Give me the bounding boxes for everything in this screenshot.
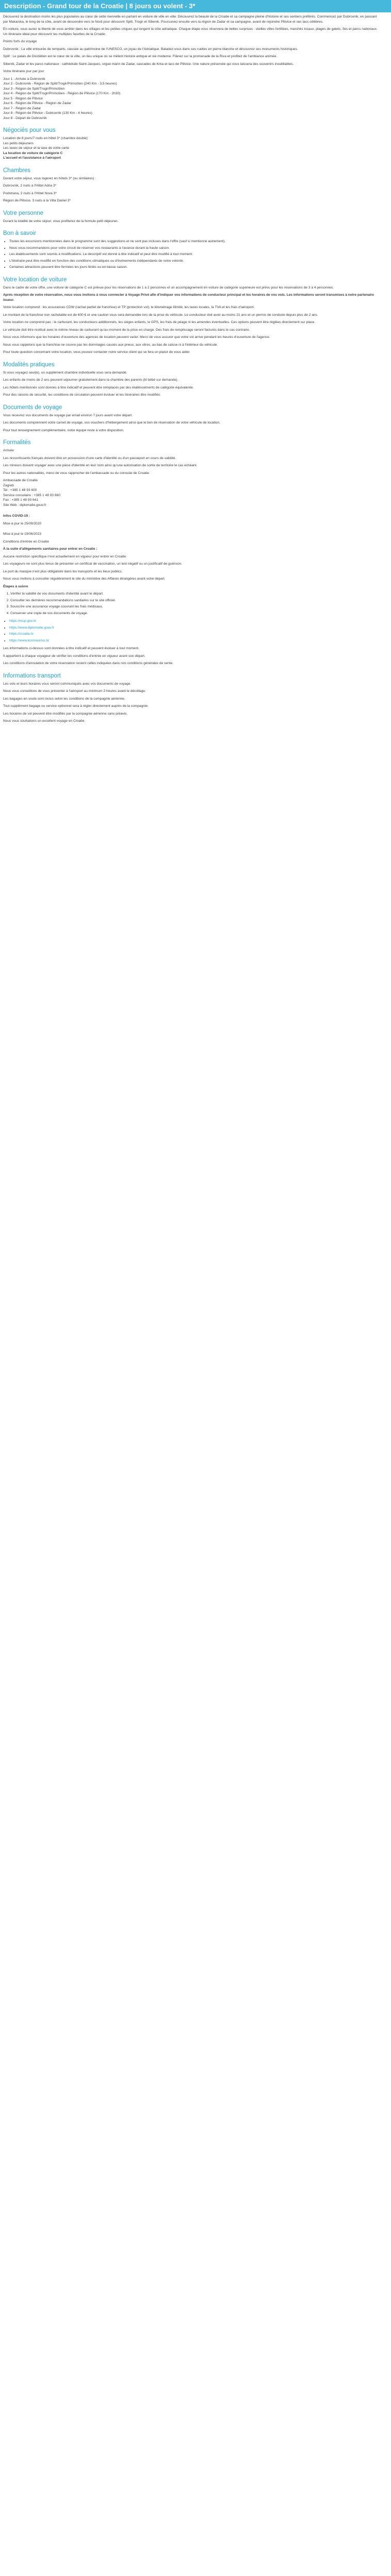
transport-paragraph: Les bagages en soute sont inclus selon les conditions de la compagnie aérienne. [3,697,125,701]
car-paragraph: Votre location comprend : les assurances CDW (rachat partiel de franchise) et TP (protection vol), le kilométrage illimité, les taxes locales, la TVA et les frais d'aéroport. [3,306,255,309]
contact-line: Ambassade de Croatie [3,479,38,482]
car-rental-heading: Votre location de voiture [3,276,67,283]
formalities-section [3,439,382,507]
modalities-heading: Modalités pratiques [3,361,55,368]
covid-conditions-heading: Conditions d'entrée en Croatie [3,539,49,544]
page-title: Description - Grand tour de la Croatie | 8 jours ou volent - 3* [4,2,196,10]
documents-paragraph: Les documents comprennent votre carnet de voyage, vos vouchers d'hébergement ainsi que le bon de réservation de votre véhicule de location. [3,421,220,425]
transport-paragraph: Les horaires de vol peuvent être modifiés par la compagnie aérienne sans préavis. [3,711,128,716]
itinerary-day: Jour 3 - Région de Split/Trogir/Primošten [3,87,65,91]
covid-link-item [9,632,382,637]
included-heading: Négociés pour vous [3,127,56,133]
room-line: Région de Plitvice, 3 nuits à la Villa Daniel 3* [3,199,71,202]
modalities-paragraph: Si vous voyagez seul(e), un supplément chambre individuelle vous sera demandé. [3,370,127,375]
itinerary-day: Jour 6 - Région de Plitvice - Région de Zadar [3,101,71,105]
covid-closing: Il appartient à chaque voyageur de vérifier les conditions d'entrée en vigueur avant son départ. [3,654,145,658]
itinerary-day: Jour 8 - Région de Plitvice - Dubrovnik (130 Km - 4 heures) [3,111,92,115]
covid-date: Mise à jour le 25/09/2020 [3,521,42,526]
car-rental-section [3,276,382,355]
route-paragraph: Split : Le palais de Dioclétien est le cœur de la ville, un lieu unique où se mêlent histoire antique et vie moderne. Flânez sur la promenade de la Riva et profitez de l'ambiance animée. [3,55,278,58]
car-paragraph: Le montant de la franchise non rachetable est de 600 € et une caution vous sera demandée lors de la prise du véhicule. Le conducteur doit avoir au moins 21 ans et un permis de conduire depuis plus de 2 ans. [3,313,318,317]
transport-paragraph: Nous vous souhaitons un excellent voyage en Croatie. [3,719,86,723]
rooms-intro: Durant votre séjour, vous logerez en hôtels 3* (ou similaires) : [3,176,96,180]
good-to-know-heading: Bon à savoir [3,230,36,236]
contact-line: Site Web : diplomatie.gouv.fr [3,503,46,507]
covid-heading: Infos COVID-19 : [3,514,30,518]
covid-link-item [9,625,382,631]
itinerary-day: Jour 5 - Région de Plitvice [3,96,43,100]
person-heading: Votre personne [3,210,44,216]
rooms-heading: Chambres [3,167,31,174]
documents-section [3,404,382,433]
covid-note: À la suite d'allègements sanitaires pour entrer en Croatie : [3,547,97,551]
car-paragraph: Votre location ne comprend pas : le carburant, les conducteurs additionnels, les sièges enfants, le GPS, les frais de péage ni les amendes éventuelles. Ces options peuvent être réglées directement sur place. [3,320,316,324]
covid-paragraph: Nous vous invitons à consulter régulièrement le site du ministère des Affaires étrangères avant votre départ. [3,577,166,581]
covid-paragraph: Les voyageurs ne sont plus tenus de présenter un certificat de vaccination, un test négatif ou un justificatif de guérison. [3,562,183,566]
good-to-know-item: • Les établissements sont soumis à modifications. Le descriptif est donné à titre indicatif et peut être modifié à tout moment. [9,252,382,257]
formalities-paragraph: Les ressortissants français doivent être en possession d'une carte d'identité ou d'un passeport en cours de validité. [3,456,176,460]
covid-step: 3. Souscrire une assurance voyage couvrant les frais médicaux. [10,604,382,609]
route-paragraph: Sibenik, Zadar et les parcs nationaux : cathédrale Saint-Jacques, orgue marin de Zadar, cascades de Krka et lacs de Plitvice. Une nature préservée qui vous laissera des souvenirs inoubliables. [3,62,294,66]
room-line: Podstrana, 2 nuits à l'Hôtel Nova 3* [3,191,57,195]
formalities-subheading: Arrivée [3,449,14,452]
covid-step: 1. Vérifier la validité de vos documents d'identité avant le départ. [10,591,382,597]
itinerary-heading: Votre itinéraire jour par jour [3,70,44,73]
page-banner [0,0,391,12]
contact-line: Zagreb [3,483,14,487]
formalities-heading: Formalités [3,439,31,446]
included-item: Les taxes de séjour et la taxe de votre carte [3,146,69,150]
covid-steps-list [3,591,382,616]
included-item: La location de voiture de catégorie C [3,151,63,155]
documents-paragraph: Pour tout renseignement complémentaire, notre équipe reste à votre disposition. [3,428,124,432]
itinerary-day: Jour 4 - Région de Split/Trogir/Primošten - Région de Plitvice (170 Km - 2h30) [3,92,121,95]
covid-links-list [3,619,382,643]
car-paragraph: Nous vous informons que les horaires d'ouverture des agences de location peuvent varier. Merci de vous assurer que votre vol arrive pendant les heures d'ouverture de l'agence. [3,335,270,339]
contact-line: Tel : +385 1 48 93 600 [3,488,37,492]
covid-paragraph: Aucune restriction spécifique n'est actuellement en vigueur pour entrer en Croatie. [3,554,127,558]
transport-paragraph: Nous vous conseillons de vous présenter à l'aéroport au minimum 2 heures avant le décollage. [3,689,146,693]
transport-info-heading: Informations transport [3,672,61,679]
covid-step: 4. Conserver une copie de vos documents de voyage. [10,611,382,616]
transport-paragraph: Tout supplément bagage ou service optionnel sera à régler directement auprès de la compagnie. [3,704,149,708]
contact-line: Fax : +385 1 48 93 641 [3,498,39,502]
good-to-know-item: • Certaines attractions peuvent être fermées les jours fériés ou en basse saison. [9,265,382,270]
modalities-paragraph: Les enfants de moins de 2 ans peuvent séjourner gratuitement dans la chambre des parents (lit bébé sur demande). [3,378,178,382]
covid-link[interactable]: https://www.diplomatie.gouv.fr [9,625,55,630]
good-to-know-item: • L'itinéraire peut être modifié en fonction des conditions climatiques ou d'événements indépendants de notre volonté. [9,259,382,264]
intro-paragraph: En voiture, vous aurez la liberté de vous arrêter dans les villages et les petites criques qui longent la côte adriatique. Chaque étape vous réservera de belles surprises : vieilles villes fortifiées, marchés locaux, plages de galets, îles et parcs nationaux. Un itinéraire idéal pour découvrir les multiples facettes de la Croatie. [3,27,378,36]
covid-closing: Les informations ci-dessus sont données à titre indicatif et peuvent évoluer à tout moment. [3,647,139,650]
covid-section [3,514,382,666]
covid-step: 2. Consulter les dernières recommandations sanitaires sur le site officiel. [10,598,382,603]
contact-line: Service consulaire : +385 1 48 93 660 [3,493,60,497]
good-to-know-section [3,230,382,270]
good-to-know-list [3,239,382,270]
car-paragraph: Dans le cadre de votre offre, une voiture de catégorie C est prévue pour les réservations de 1 à 2 personnes et un accompagnement en voiture de catégorie supérieure est prévu pour les réservations de 3 à 4 personnes. [3,285,334,290]
rooms-section [3,167,382,204]
route-heading: Points forts du voyage [3,40,37,43]
covid-link[interactable]: https://croatia.hr [9,632,34,636]
documents-paragraph: Vous recevrez vos documents de voyage par email environ 7 jours avant votre départ. [3,413,133,417]
transport-paragraph: Les vols et leurs horaires vous seront communiqués avec vos documents de voyage. [3,682,132,686]
covid-link-item [9,638,382,643]
included-item: Location de 8 jours/7 nuits en hôtel 3* (chambre double) [3,137,88,140]
covid-paragraph: Le port du masque n'est plus obligatoire dans les transports et les lieux publics. [3,569,123,573]
covid-update: Mise à jour le 19/06/2023 [3,532,42,536]
transport-info-section [3,672,382,724]
included-item: Les petits déjeuners [3,141,34,145]
person-section [3,210,382,224]
good-to-know-item: • Toutes les excursions mentionnées dans le programme sont des suggestions et ne sont pas incluses dans l'offre (sauf si mentionné autrement). [9,239,382,244]
included-item: L'accueil et l'assistance à l'aéroport [3,156,61,160]
formalities-paragraph: Les mineurs doivent voyager avec une pièce d'identité en leur nom ainsi qu'une autorisation de sortie de territoire le cas échéant. [3,464,198,467]
car-paragraph: Le véhicule doit être restitué avec le même niveau de carburant qu'au moment de la prise en charge. Des frais de remplissage seront facturés dans le cas contraire. [3,328,250,332]
intro-paragraph: Découvrez la destination moins les plus populaires au cœur de cette merveille en partant en voiture de ville en ville. Découvrez la beauté de la Croatie et sa campagne pleine d'histoire et ses sentiers préférés. Commencez par Dubrovnik, en passant par Makarska, le long de la côte, avant de descendre vers le Nord pour découvrir Split, Trogir et Sibenik. Poursuivez ensuite vers la région de Zadar et sa campagne, avant de rejoindre Plitvice et ses lacs célèbres. [3,15,377,24]
room-line: Dubrovnik, 2 nuits à l'Hôtel Adria 3* [3,184,57,188]
itinerary-list [3,77,382,121]
itinerary-day: Jour 2 - Dubrovnik - Région de Split/Trogir/Primošten (240 Km - 3,5 heures) [3,82,117,86]
covid-closing: Les conditions d'annulation de votre réservation restent celles indiquées dans nos conditions générales de vente. [3,662,174,665]
car-paragraph: Pour toute question concernant votre location, vous pouvez contacter notre service client qui se fera un plaisir de vous aider. [3,350,190,354]
car-paragraph: Après réception de votre réservation, nous vous invitons à vous connecter à Voyage Privé afin d'indiquer vos informations de conducteur principal et les horaires de vos vols. Les informations seront transmises à notre partenaire loueur. [3,293,374,302]
covid-steps-heading: Étapes à suivre [3,584,28,588]
person-text: Durant la totalité de votre séjour, vous profiterez de la formule petit déjeuner. [3,219,119,223]
embassy-contact [3,478,382,507]
modalities-section [3,361,382,398]
covid-link[interactable]: https://www.koronavirus.hr [9,638,50,642]
intro-section [3,14,382,121]
formalities-paragraph: Pour les autres nationalités, merci de vous rapprocher de l'ambassade ou du consulat de Croatie. [3,471,150,475]
itinerary-day: Jour 1 - Arrivée à Dubrovnik [3,77,45,81]
modalities-paragraph: Les hôtels mentionnés sont donnés à titre indicatif et peuvent être remplacés par des établissements de catégorie équivalente. [3,385,194,389]
itinerary-day: Jour 8 - Départ de Dubrovnik [3,116,47,120]
modalities-paragraph: Pour des raisons de sécurité, les conditions de circulation peuvent évoluer et les itinéraires être modifiés. [3,393,161,397]
route-paragraph: Dubrovnik : La ville entourée de remparts, classée au patrimoine de l'UNESCO, un joyau de l'Adriatique. Baladez-vous dans ses ruelles en pierre blanche et découvrez ses monuments historiques. [3,47,298,51]
car-paragraph: Nous vous rappelons que la franchise ne couvre pas les dommages causés aux pneus, aux vitres, au bas de caisse ni à l'intérieur du véhicule. [3,343,218,347]
itinerary-day: Jour 7 - Région de Zadar [3,106,41,110]
description-content [0,12,385,724]
covid-link[interactable]: https://mup.gov.hr [9,619,37,623]
documents-heading: Documents de voyage [3,404,62,411]
good-to-know-item: • Nous vous recommandons pour votre circuit de réserver vos restaurants à l'avance durant la haute saison. [9,246,382,251]
included-section [3,127,382,161]
covid-link-item [9,619,382,624]
